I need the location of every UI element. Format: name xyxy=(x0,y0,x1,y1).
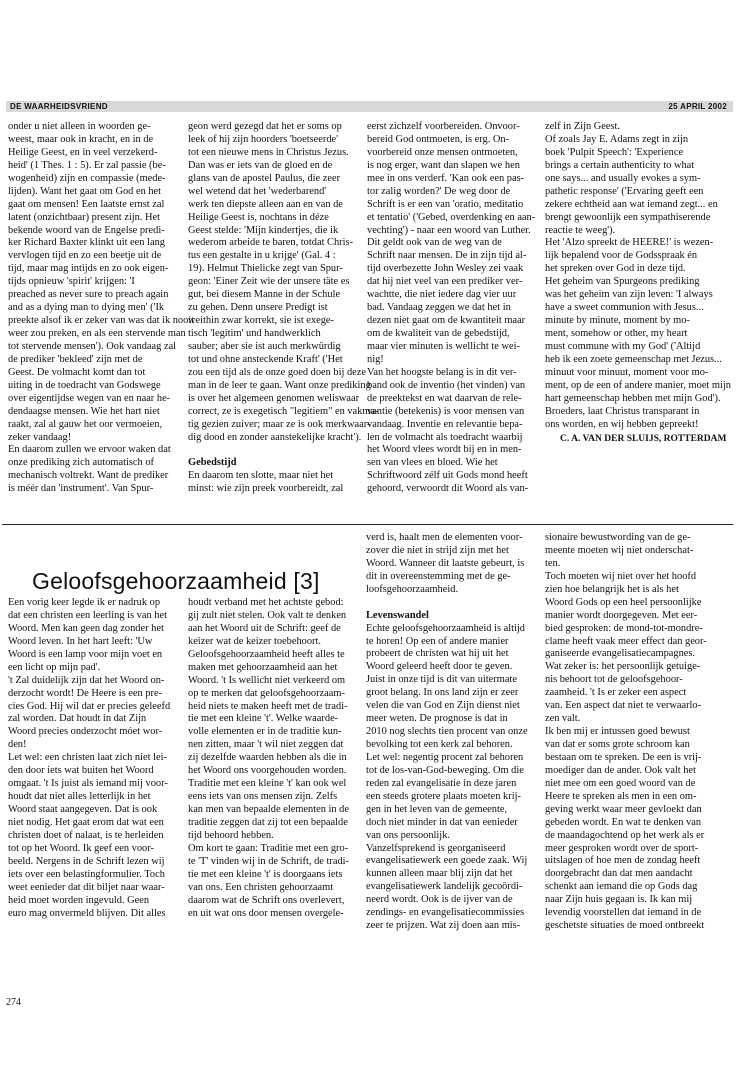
text-line: vervlogen tijd en zo een beetje uit de xyxy=(8,250,162,262)
text-line: schenkt aan iemand die op Gods dag xyxy=(545,881,698,893)
text-line: dig dood en zonder aanstekelijke kracht'). xyxy=(188,431,362,443)
running-header xyxy=(6,101,733,112)
top-column-1 xyxy=(8,121,194,496)
text-line: aan het Woord uit de Schrift: geef de xyxy=(188,622,341,634)
text-line: een licht op mijn pad'. xyxy=(8,661,101,673)
text-line: naar Zijn huis gegaan is. Ik kan mij xyxy=(545,894,693,906)
text-line: wederom arbeide te baren, totdat Chris- xyxy=(188,237,354,249)
text-line: zou een tijd als de onze goed doen bij deze xyxy=(188,366,367,378)
text-line: zendings- en evangelisatiecommissies xyxy=(366,907,525,919)
text-line: brengt gewoonlijk een sympathiserende xyxy=(545,211,711,223)
text-line: weet eenieder dat dit biljet naar waar- xyxy=(8,881,165,893)
text-line: Woord. 't Is wellicht niet verkeerd om xyxy=(188,674,346,686)
text-line: mechanisch voltrekt. Want de prediker xyxy=(8,470,169,482)
text-line: de preektekst en wat daarvan de rele- xyxy=(367,392,522,404)
text-line: preached as never sure to preach again xyxy=(8,289,169,301)
text-line: pathetic response' ('Ervaring geeft een xyxy=(545,185,704,197)
text-line: Juist in onze tijd is dit van uitermate xyxy=(366,674,517,686)
text-line: Echte geloofsgehoorzaamheid is altijd xyxy=(366,622,525,634)
text-line: tot op het Woord. Ik geef een voor- xyxy=(8,842,154,854)
text-line: ment, op de een of andere manier, moet mijn xyxy=(545,379,731,391)
text-line: tijd overbezette John Wesley zei vaak xyxy=(367,263,524,275)
bottom-column-4 xyxy=(545,532,707,933)
text-line: bevolking tot een kerk zal behoren. xyxy=(366,739,513,750)
text-line: zover die niet in strijd zijn met het xyxy=(366,544,509,556)
text-line: Wat zeker is: het persoonlijk getuige- xyxy=(545,661,701,673)
text-line: kunnen alleen maar blij zijn dat het xyxy=(366,868,513,880)
text-line xyxy=(188,444,379,457)
text-line: sionaire bewustwording van de ge- xyxy=(545,532,691,543)
text-line: dat hij niet veel van een prediker ver- xyxy=(367,276,523,288)
text-line: Heilige Geest is, nochtans in déze xyxy=(188,211,329,223)
text-line: van ons persoonlijk. xyxy=(366,829,450,841)
text-line: zaamheid. 't Is er zeker een aspect xyxy=(545,687,687,699)
text-line: En daarom zullen we ervoor waken dat xyxy=(8,444,171,456)
text-line: boek 'Pulpit Speech': 'Experience xyxy=(545,146,684,158)
text-line: must commune with my God' ('Altijd xyxy=(545,340,701,352)
text-line: wogenheid) zijn en compassie (mede- xyxy=(8,172,166,184)
text-line: gen in het leven van de gemeente, xyxy=(366,803,508,815)
text-line: zekere echtheid aan wat iemand zegt... en xyxy=(545,198,718,210)
text-line: have a sweet communion with Jesus... xyxy=(545,302,704,314)
text-line: gut, bei diesem Manne in der Schule xyxy=(188,289,341,301)
text-line: onder u niet alleen in woorden ge- xyxy=(8,121,151,132)
text-line: den! xyxy=(8,739,27,751)
text-line: ten. xyxy=(545,557,561,569)
text-line: Dit geldt ook van de weg van de xyxy=(367,237,502,249)
text-line: correct, ze is exegetisch "legitiem" en vakma- xyxy=(188,405,379,417)
text-line: cies God. Hij wil dat er precies geleefd xyxy=(8,700,171,712)
text-line: om de kwaliteit van de gebedstijd, xyxy=(367,328,510,339)
text-line: dendaagse mensen. Wie het hart niet xyxy=(8,405,160,417)
text-line: groot belang. In ons land zijn er zeer xyxy=(366,687,519,699)
text-line: van. Een aspect dat niet te verwaarlo- xyxy=(545,700,702,712)
text-line: zeker vandaag! xyxy=(8,431,72,443)
text-line: Gebedstijd xyxy=(188,457,237,469)
text-line: evangelisatiewerk een goede zaak. Wij xyxy=(366,855,528,867)
text-line: euro mag onvermeld blijven. Dit alles xyxy=(8,907,166,919)
bottom-column-2 xyxy=(188,597,349,920)
bottom-column-3 xyxy=(366,532,528,933)
text-line: Traditie met een kleine 't' kan ook wel xyxy=(188,778,347,790)
text-line: Vanzelfsprekend is georganiseerd xyxy=(366,842,506,854)
text-line: tot stervende mensen'). Ook vandaag zal xyxy=(8,340,177,352)
text-line: zien hoe belangrijk het is als het xyxy=(545,583,679,595)
text-line: weest, maar ook in kracht, en in de xyxy=(8,133,154,145)
text-line: te horen! Op een of andere manier xyxy=(366,635,509,647)
text-line: van dat er soms grote schroom kan xyxy=(545,739,690,750)
text-line: kan men van bepaalde elementen in de xyxy=(188,804,349,815)
text-line: Ik ben mij er intussen goed bewust xyxy=(545,726,690,738)
text-line: Schriftwoord zélf uit Gods mond heeft xyxy=(367,470,528,482)
text-line: voorbereid onze mensen ontmoeten, xyxy=(367,146,518,158)
text-line: geon: 'Einer Zeit wie der unsere täte es xyxy=(188,276,350,288)
text-line: volle elementen er in de traditie kun- xyxy=(188,726,342,738)
text-line: nen zitten, maar 't wil niet zeggen dat xyxy=(188,739,344,751)
text-line: Om kort te gaan: Traditie met een gro- xyxy=(188,842,349,854)
text-line: houdt dat niet alles letterlijk in het xyxy=(8,791,151,803)
text-line: maken met gehoorzaamheid aan het xyxy=(188,661,338,673)
text-line: christen doet of nalaat, is te herleiden xyxy=(8,829,164,841)
text-line: moediger dan de ander. Ook valt het xyxy=(545,764,696,776)
text-line: tot de los-van-God-beweging. Om die xyxy=(366,764,524,776)
article-divider xyxy=(2,524,733,525)
text-line: minuut voor minuut, moment voor mo- xyxy=(545,366,709,378)
text-line: minst: wie zijn preek voorbereidt, zal xyxy=(188,483,344,495)
text-line: vantie (betekenis) is voor mensen van xyxy=(367,405,525,417)
text-line: Woord precies onderzocht móet wor- xyxy=(8,726,163,738)
text-line: eerst zichzelf voorbereiden. Onvoor- xyxy=(367,121,520,132)
text-line: uiting in de toedracht van Godswege xyxy=(8,379,161,391)
text-line: tor zalig worden?' De weg door de xyxy=(367,185,511,197)
text-line: verd is, haalt men de elementen voor- xyxy=(366,532,523,543)
text-line: bad. Vandaag zeggen we dat het in xyxy=(367,302,511,314)
text-line: beeld. Nergens in de Schrift lezen wij xyxy=(8,855,165,867)
text-line: Woord. Wanneer dit laatste gebeurt, is xyxy=(366,557,525,569)
text-line: ons worden, en wij hebben gepreekt! xyxy=(545,418,699,430)
text-line: Geest stelde: 'Mijn kindertjes, die ik xyxy=(188,224,339,236)
text-line: het spreken over God in deze tijd. xyxy=(545,263,686,275)
author-signature: C. A. VAN DER SLUIJS, ROTTERDAM xyxy=(560,434,727,444)
text-line: tijd, maar mag intijds en zo ook eigen- xyxy=(8,263,169,275)
text-line: nig! xyxy=(367,353,384,365)
text-line: tus een gestalte in u krijge' (Gal. 4 : xyxy=(188,250,336,262)
text-line: tisch 'legitim' und handwerklich xyxy=(188,328,321,339)
publication-name: DE WAARHEIDSVRIEND xyxy=(10,102,108,111)
text-line: ker Richard Baxter klinkt uit een lang xyxy=(8,237,165,249)
text-line: dat een christen een leerling is van het xyxy=(8,609,167,621)
text-line: over eigentijdse wegen van en naar he- xyxy=(8,392,171,404)
text-line: niet mee om een goed woord van de xyxy=(545,777,696,789)
text-line: Het 'Alzo spreekt de HEERE!' is wezen- xyxy=(545,237,714,249)
text-line: nis behoort tot de geloofsgehoor- xyxy=(545,674,683,686)
text-line: preekte alsof ik er zeker van was dat ik nooit xyxy=(8,315,195,327)
text-line: tie met een kleine 't'. Welke waarde- xyxy=(188,713,339,725)
text-line: glans van de apostel Paulus, die zeer xyxy=(188,172,341,184)
text-line: tot een nieuwe mens in Christus Jezus. xyxy=(188,146,349,158)
text-line: geschetste situaties de moed ontbreekt xyxy=(545,920,705,932)
text-line: and as a dying man to dying men' ('Ik xyxy=(8,302,165,314)
text-line: manier wordt doorgegeven. Met eer- xyxy=(545,609,698,621)
text-line: sauber; aber sie ist auch merkwürdig xyxy=(188,340,341,352)
text-line: vechting') - naar een woord van Luther. xyxy=(367,224,531,236)
text-line: man in de leer te gaan. Want onze prediking xyxy=(188,379,371,391)
text-line: doch niet minder in dat van eenieder xyxy=(366,816,518,828)
text-line: iets over een belastingformulier. Toch xyxy=(8,868,165,880)
text-line: wachtte, die niet iedere dag vier uur xyxy=(367,289,517,301)
text-line: werk ten diepste alleen aan en van de xyxy=(188,198,343,210)
text-line: weithin zwar korrekt, sie ist exege- xyxy=(188,315,334,327)
text-line: tijd behoord hebben. xyxy=(188,829,274,841)
text-line: heb ik een zoete gemeenschap met Jezus... xyxy=(545,353,722,365)
text-line: Woord Gods op een heel persoonlijke xyxy=(545,596,702,608)
text-line: probeert de christen wat hij uit het xyxy=(366,648,509,660)
text-line: is méér dan 'instrument'. Van Spur- xyxy=(8,483,154,495)
text-line: tijds opnieuw 'spirit' krijgen: 'I xyxy=(8,276,135,288)
text-line: houdt verband met het achtste gebod: xyxy=(188,597,344,608)
text-line: Levenswandel xyxy=(366,609,429,621)
text-line xyxy=(366,597,528,610)
text-line: zal worden. Dat houdt in dat Zijn xyxy=(8,713,147,725)
text-line: Woord staat aangegeven. Dat is ook xyxy=(8,804,158,815)
text-line: Van het hoogste belang is in dit ver- xyxy=(367,366,517,378)
text-line: Let wel: negentig procent zal behoren xyxy=(366,751,524,763)
text-line: Of zoals Jay E. Adams zegt in zijn xyxy=(545,133,689,145)
text-line: zeer te prijzen. Wat zij doen aan mis- xyxy=(366,920,521,932)
text-line: heid moet worden ingevuld. Geen xyxy=(8,894,150,906)
text-line: eens iets van ons mensen zijn. Zelfs xyxy=(188,791,338,803)
text-line: Schrift is er een van 'oratio, meditatio xyxy=(367,198,524,210)
text-line: evangelisatiewerk landelijk gecoördi- xyxy=(366,881,523,893)
text-line: en uit wat ons door mensen overgele- xyxy=(188,907,344,919)
text-line: dezen niet gaat om de kwantiteit maar xyxy=(367,315,526,327)
text-line: meer weten. De prognose is dat in xyxy=(366,713,508,725)
text-line: Heere te spreken als men in een om- xyxy=(545,790,697,802)
text-line: meente moeten wij niet onderschat- xyxy=(545,544,694,556)
text-line: Let wel: een christen laat zich niet lei- xyxy=(8,752,167,764)
text-line: zelf in Zijn Geest. xyxy=(545,121,621,132)
text-line: traditie zeggen dat zij tot een bepaalde xyxy=(188,816,348,828)
text-line: keizer wat de keizer toebehoort. xyxy=(188,635,321,647)
text-line: one says... and usually evokes a sym- xyxy=(545,172,701,184)
text-line: lijk bepalend voor de Godsspraak én xyxy=(545,250,698,262)
text-line: bied gesproken: de mond-tot-mondre- xyxy=(545,622,703,634)
text-line: doorgebracht dan dat men aandacht xyxy=(545,868,693,880)
text-line: de prediker 'bekleed' zijn met de xyxy=(8,353,143,365)
text-line: is nog erger, want dan slapen we hen xyxy=(367,159,520,171)
text-line: ganiseerde evangelisatiecampagnes. xyxy=(545,648,696,660)
text-line: gehoord, verwoordt dit Woord als van- xyxy=(367,483,529,495)
text-line: brings a certain authenticity to what xyxy=(545,159,695,171)
text-line: maar vier minuten is wellicht te wei- xyxy=(367,340,520,352)
top-column-3 xyxy=(367,121,535,496)
text-line: was het geheim van zijn leven: 'I always xyxy=(545,289,713,301)
text-line: het Woord vlees wordt bij en in men- xyxy=(367,444,522,456)
text-line: het Woord ons voorgehouden worden. xyxy=(188,765,347,777)
text-line: levendig voorstellen dat iemand in de xyxy=(545,907,702,919)
text-line: lijden). Want het gaat om God en het xyxy=(8,185,162,197)
text-line: reden zal evangelisatie in deze jaren xyxy=(366,777,517,789)
text-line: omgaat. 't Is juist als iemand mij voor- xyxy=(8,778,168,790)
text-line: 2010 nog slechts tien procent van onze xyxy=(366,726,528,738)
text-line: bestaan om te spreken. De een is vrij- xyxy=(545,751,702,763)
text-line: Het geheim van Spurgeons prediking xyxy=(545,276,700,288)
text-line: hart gemeenschap hebben met mijn God'). xyxy=(545,392,721,404)
text-line: gaat om mensen! Een laatste ernst zal xyxy=(8,198,165,210)
text-line: loofsgehoorzaamheid. xyxy=(366,583,459,595)
text-line: is over het algemeen genomen weliswaar xyxy=(188,392,360,404)
text-line: derzocht wordt! De Heere is een pre- xyxy=(8,687,163,699)
text-line: len de volmacht als toedracht waarbij xyxy=(367,431,523,443)
text-line: vandaag. Inventie en relevantie bepa- xyxy=(367,418,523,430)
text-line: zu gehen. Denn unsere Predigt ist xyxy=(188,302,328,314)
text-line: minute by minute, moment by mo- xyxy=(545,315,690,327)
text-line: Schrift naar mensen. De in zijn tijd al- xyxy=(367,250,527,262)
text-line: heid niets te maken heeft met de tradi- xyxy=(188,700,348,712)
text-line: Woord leven. In het hart leeft: 'Uw xyxy=(8,635,153,647)
text-line: ment, somehow or other, my heart xyxy=(545,328,688,339)
text-line: clame heeft vaak meer effect dan geor- xyxy=(545,635,707,647)
text-line: Geloofsgehoorzaamheid heeft alles te xyxy=(188,648,345,660)
text-line: niet nodig. Het gaat erom dat wat een xyxy=(8,816,164,828)
bottom-column-1 xyxy=(8,597,170,920)
top-column-4 xyxy=(545,121,731,432)
article-title: Geloofsgehoorzaamheid [3] xyxy=(32,568,320,594)
text-line: wel wetend dat het 'wederbarend' xyxy=(188,185,327,197)
text-line: zij dezelfde waarden hebben als die in xyxy=(188,752,347,764)
text-line: op te merken dat geloofsgehoorzaam- xyxy=(188,687,345,699)
text-line: 19). Helmut Thielicke zegt van Spur- xyxy=(188,263,343,275)
text-line: et tentatio' ('Gebed, overdenking en aan- xyxy=(367,211,536,223)
text-line: Woord is een lamp voor mijn voet en xyxy=(8,648,163,660)
text-line: En daarom ten slotte, maar niet het xyxy=(188,470,334,482)
text-line: onze prediking zich automatisch of xyxy=(8,457,154,469)
text-line: raakt, zal al gauw het oor vermoeien, xyxy=(8,418,163,430)
text-line: Geest. De volmacht komt dan tot xyxy=(8,366,146,378)
text-line: daarom wat de Schrift ons overlevert, xyxy=(188,894,345,906)
text-line: Een vorig keer legde ik er nadruk op xyxy=(8,597,161,608)
text-line: van ons. Een christen gehoorzaamt xyxy=(188,881,334,893)
text-line: gij zult niet stelen. Ook valt te denken xyxy=(188,609,347,621)
text-line: zen valt. xyxy=(545,713,581,725)
text-line: den door iets wat buiten het Woord xyxy=(8,765,154,777)
text-line: mee in ons verderf. 'Kan ook een pas- xyxy=(367,172,525,184)
text-line: velen die van God en Zijn dienst niet xyxy=(366,700,520,712)
text-line: Dan was er iets van de gloed en de xyxy=(188,159,333,171)
text-line: een steeds grotere plaats moeten krij- xyxy=(366,790,521,802)
text-line: Woord. Men kan geen dag zonder het xyxy=(8,622,164,634)
text-line: geon werd gezegd dat het er soms op xyxy=(188,121,342,132)
top-column-2 xyxy=(188,121,379,496)
page-number: 274 xyxy=(6,997,21,1008)
issue-date: 25 APRIL 2002 xyxy=(668,102,727,111)
text-line: Heilige Geest, en in veel verzekerd- xyxy=(8,146,158,158)
text-line: geving werkt waar meer gevloekt dan xyxy=(545,803,702,815)
text-line: uitslagen of hoe men de zondag heeft xyxy=(545,855,701,867)
text-line: heid' (1 Thes. 1 : 5). Er zal passie (be- xyxy=(8,159,166,171)
text-line: leek of hij zijn hoorders 'boetseerde' xyxy=(188,133,339,145)
text-line: dit in overeenstemming met de ge- xyxy=(366,570,511,582)
text-line: Toch moeten wij niet over het hoofd xyxy=(545,570,697,582)
text-line: latent (onzichtbaar) present zijn. Het xyxy=(8,211,161,223)
text-line: band ook de inventio (het vinden) van xyxy=(367,379,526,391)
text-line: sen van vlees en bloed. Wie het xyxy=(367,457,498,469)
text-line: reactie te weeg'). xyxy=(545,224,616,236)
text-line: meer gesproken wordt over de sport- xyxy=(545,842,699,854)
text-line: weer zou preken, en als een stervende man xyxy=(8,328,186,339)
text-line: de maandagochtend op het werk als er xyxy=(545,829,705,841)
text-line: tot und ohne ansteckende Kraft' ('Het xyxy=(188,353,343,365)
text-line: Broeders, laat Christus transparant in xyxy=(545,405,700,417)
text-line: bekende woord van de Engelse predi- xyxy=(8,224,165,236)
text-line: Woord geleerd heeft door te geven. xyxy=(366,661,513,673)
text-line: tig gezien zuiver; maar ze is ook merkwaar- xyxy=(188,418,371,430)
text-line: tie met een kleine 't' is doorgaans iets xyxy=(188,868,343,880)
text-line: 't Zal duidelijk zijn dat het Woord on- xyxy=(8,674,165,686)
text-line: neerd wordt. Ook is de ijver van de xyxy=(366,894,513,906)
text-line: te 'T' vinden wij in de Schrift, de tradi- xyxy=(188,855,350,867)
text-line: gebeden wordt. En wat te denken van xyxy=(545,816,702,828)
text-line: bereid God ontmoeten, is erg. On- xyxy=(367,133,510,145)
